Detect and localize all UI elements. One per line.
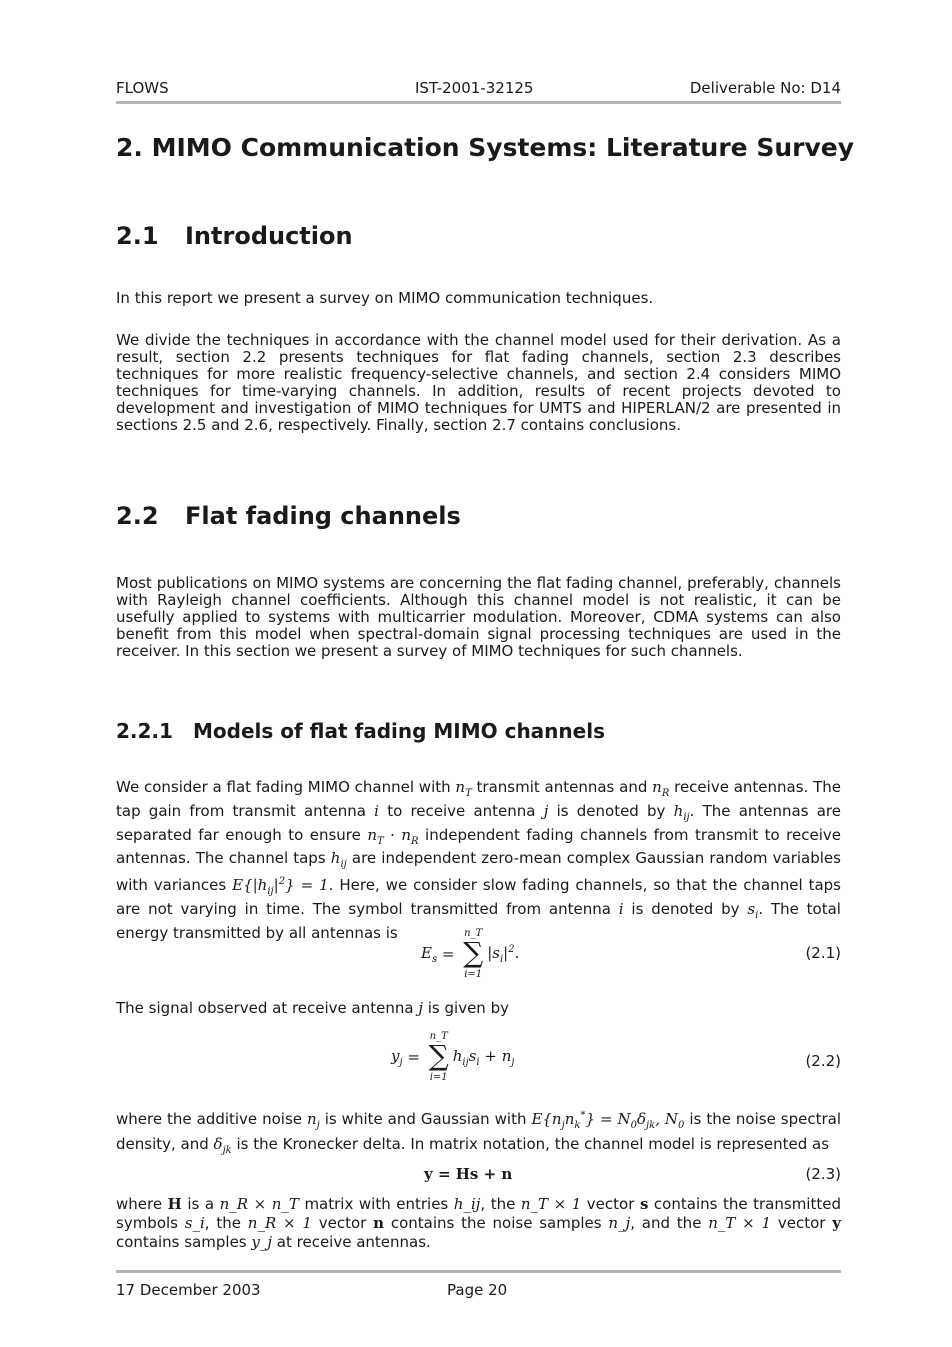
section-number: 2.2 bbox=[116, 502, 159, 530]
section-title: Introduction bbox=[185, 222, 353, 250]
equation-body: $E_s$ = n_T ∑ i=1 $|s_i|^2$. bbox=[421, 928, 520, 980]
equation-number: (2.2) bbox=[805, 1052, 841, 1070]
section-number: 2.1 bbox=[116, 222, 159, 250]
section-2-2-heading bbox=[116, 502, 461, 530]
equation-2-3 bbox=[116, 1165, 841, 1185]
channel-model-paragraph: We consider a flat fading MIMO channel with $n_T$ transmit antennas and $n_R$ receive antennas. The tap gain from transmit antenna i to receive antenna j is denoted by $h_{ij}$. The antennas are separated far enough to ensure $n_T \cdot n_R$ independent fading channels from transmit to receive antennas. The channel taps $h_{ij}$ are independent zero-mean complex Gaussian random variables with variances $E\{|h_{ij}|^2\} = 1$. Here, we consider slow fading channels, so that the channel taps are not varying in time. The symbol transmitted from antenna i is denoted by $s_i$. The total energy transmitted by all antennas is bbox=[116, 778, 841, 942]
equation-body: $y_j$ = n_T ∑ i=1 $h_{ij}s_i + n_j$ bbox=[391, 1031, 515, 1083]
intro-paragraph-1: In this report we present a survey on MIMO communication techniques. bbox=[116, 289, 654, 307]
equation-2-1 bbox=[116, 928, 841, 984]
footer-date: 17 December 2003 bbox=[116, 1281, 261, 1299]
matrix-definition-paragraph: where H is a n_R × n_T matrix with entries h_ij, the n_T × 1 vector s contains the transmitted symbols s_i, the n_R × 1 vector n contains the noise samples n_j, and the n_T × 1 vector y contains samples y_j at receive antennas. bbox=[116, 1195, 841, 1251]
equation-2-2 bbox=[116, 1031, 841, 1087]
subsection-title: Models of flat fading MIMO channels bbox=[193, 719, 605, 743]
section-title: Flat fading channels bbox=[185, 502, 461, 530]
footer-rule bbox=[116, 1270, 841, 1273]
signal-sentence: The signal observed at receive antenna j is given by bbox=[116, 999, 509, 1017]
section-2-1-heading bbox=[116, 222, 353, 250]
summation-sign: n_T ∑ i=1 bbox=[428, 1031, 449, 1083]
header-project: FLOWS bbox=[116, 79, 169, 97]
header-rule bbox=[116, 101, 841, 104]
footer-page-number: Page 20 bbox=[447, 1281, 508, 1299]
equation-body: y = Hs + n bbox=[424, 1165, 513, 1183]
noise-paragraph: where the additive noise $n_j$ is white and Gaussian with $E\{n_jn_k^*\} = N_0\delta_{jk}$, $N_0$ is the noise spectral density, and $\delta_{jk}$ is the Kronecker delta. In matrix notation, the channel model is represented as bbox=[116, 1110, 841, 1156]
equation-number: (2.3) bbox=[805, 1165, 841, 1183]
subsection-number: 2.2.1 bbox=[116, 719, 173, 743]
intro-paragraph-2: We divide the techniques in accordance with the channel model used for their derivation. As a result, section 2.2 presents techniques for flat fading channels, section 2.3 describes techniques for more realistic frequency-selective channels, and section 2.4 considers MIMO techniques for time-varying channels. In addition, results of recent projects devoted to development and investigation of MIMO techniques for UMTS and HIPERLAN/2 are presented in sections 2.5 and 2.6, respectively. Finally, section 2.7 contains conclusions. bbox=[116, 331, 841, 434]
running-header bbox=[116, 79, 841, 99]
summation-sign: n_T ∑ i=1 bbox=[463, 928, 484, 980]
flat-fading-paragraph: Most publications on MIMO systems are concerning the flat fading channel, preferably, channels with Rayleigh channel coefficients. Although this channel model is not realistic, it can be usefully applied to systems with multicarrier modulation. Moreover, CDMA systems can also benefit from this model when spectral-domain signal processing techniques are used in the receiver. In this section we present a survey of MIMO techniques for such channels. bbox=[116, 574, 841, 660]
subsection-2-2-1-heading bbox=[116, 719, 605, 743]
equation-number: (2.1) bbox=[805, 944, 841, 962]
chapter-title: 2. MIMO Communication Systems: Literature Survey bbox=[116, 133, 855, 162]
header-deliverable: Deliverable No: D14 bbox=[689, 79, 841, 97]
header-contract: IST-2001-32125 bbox=[415, 79, 534, 97]
